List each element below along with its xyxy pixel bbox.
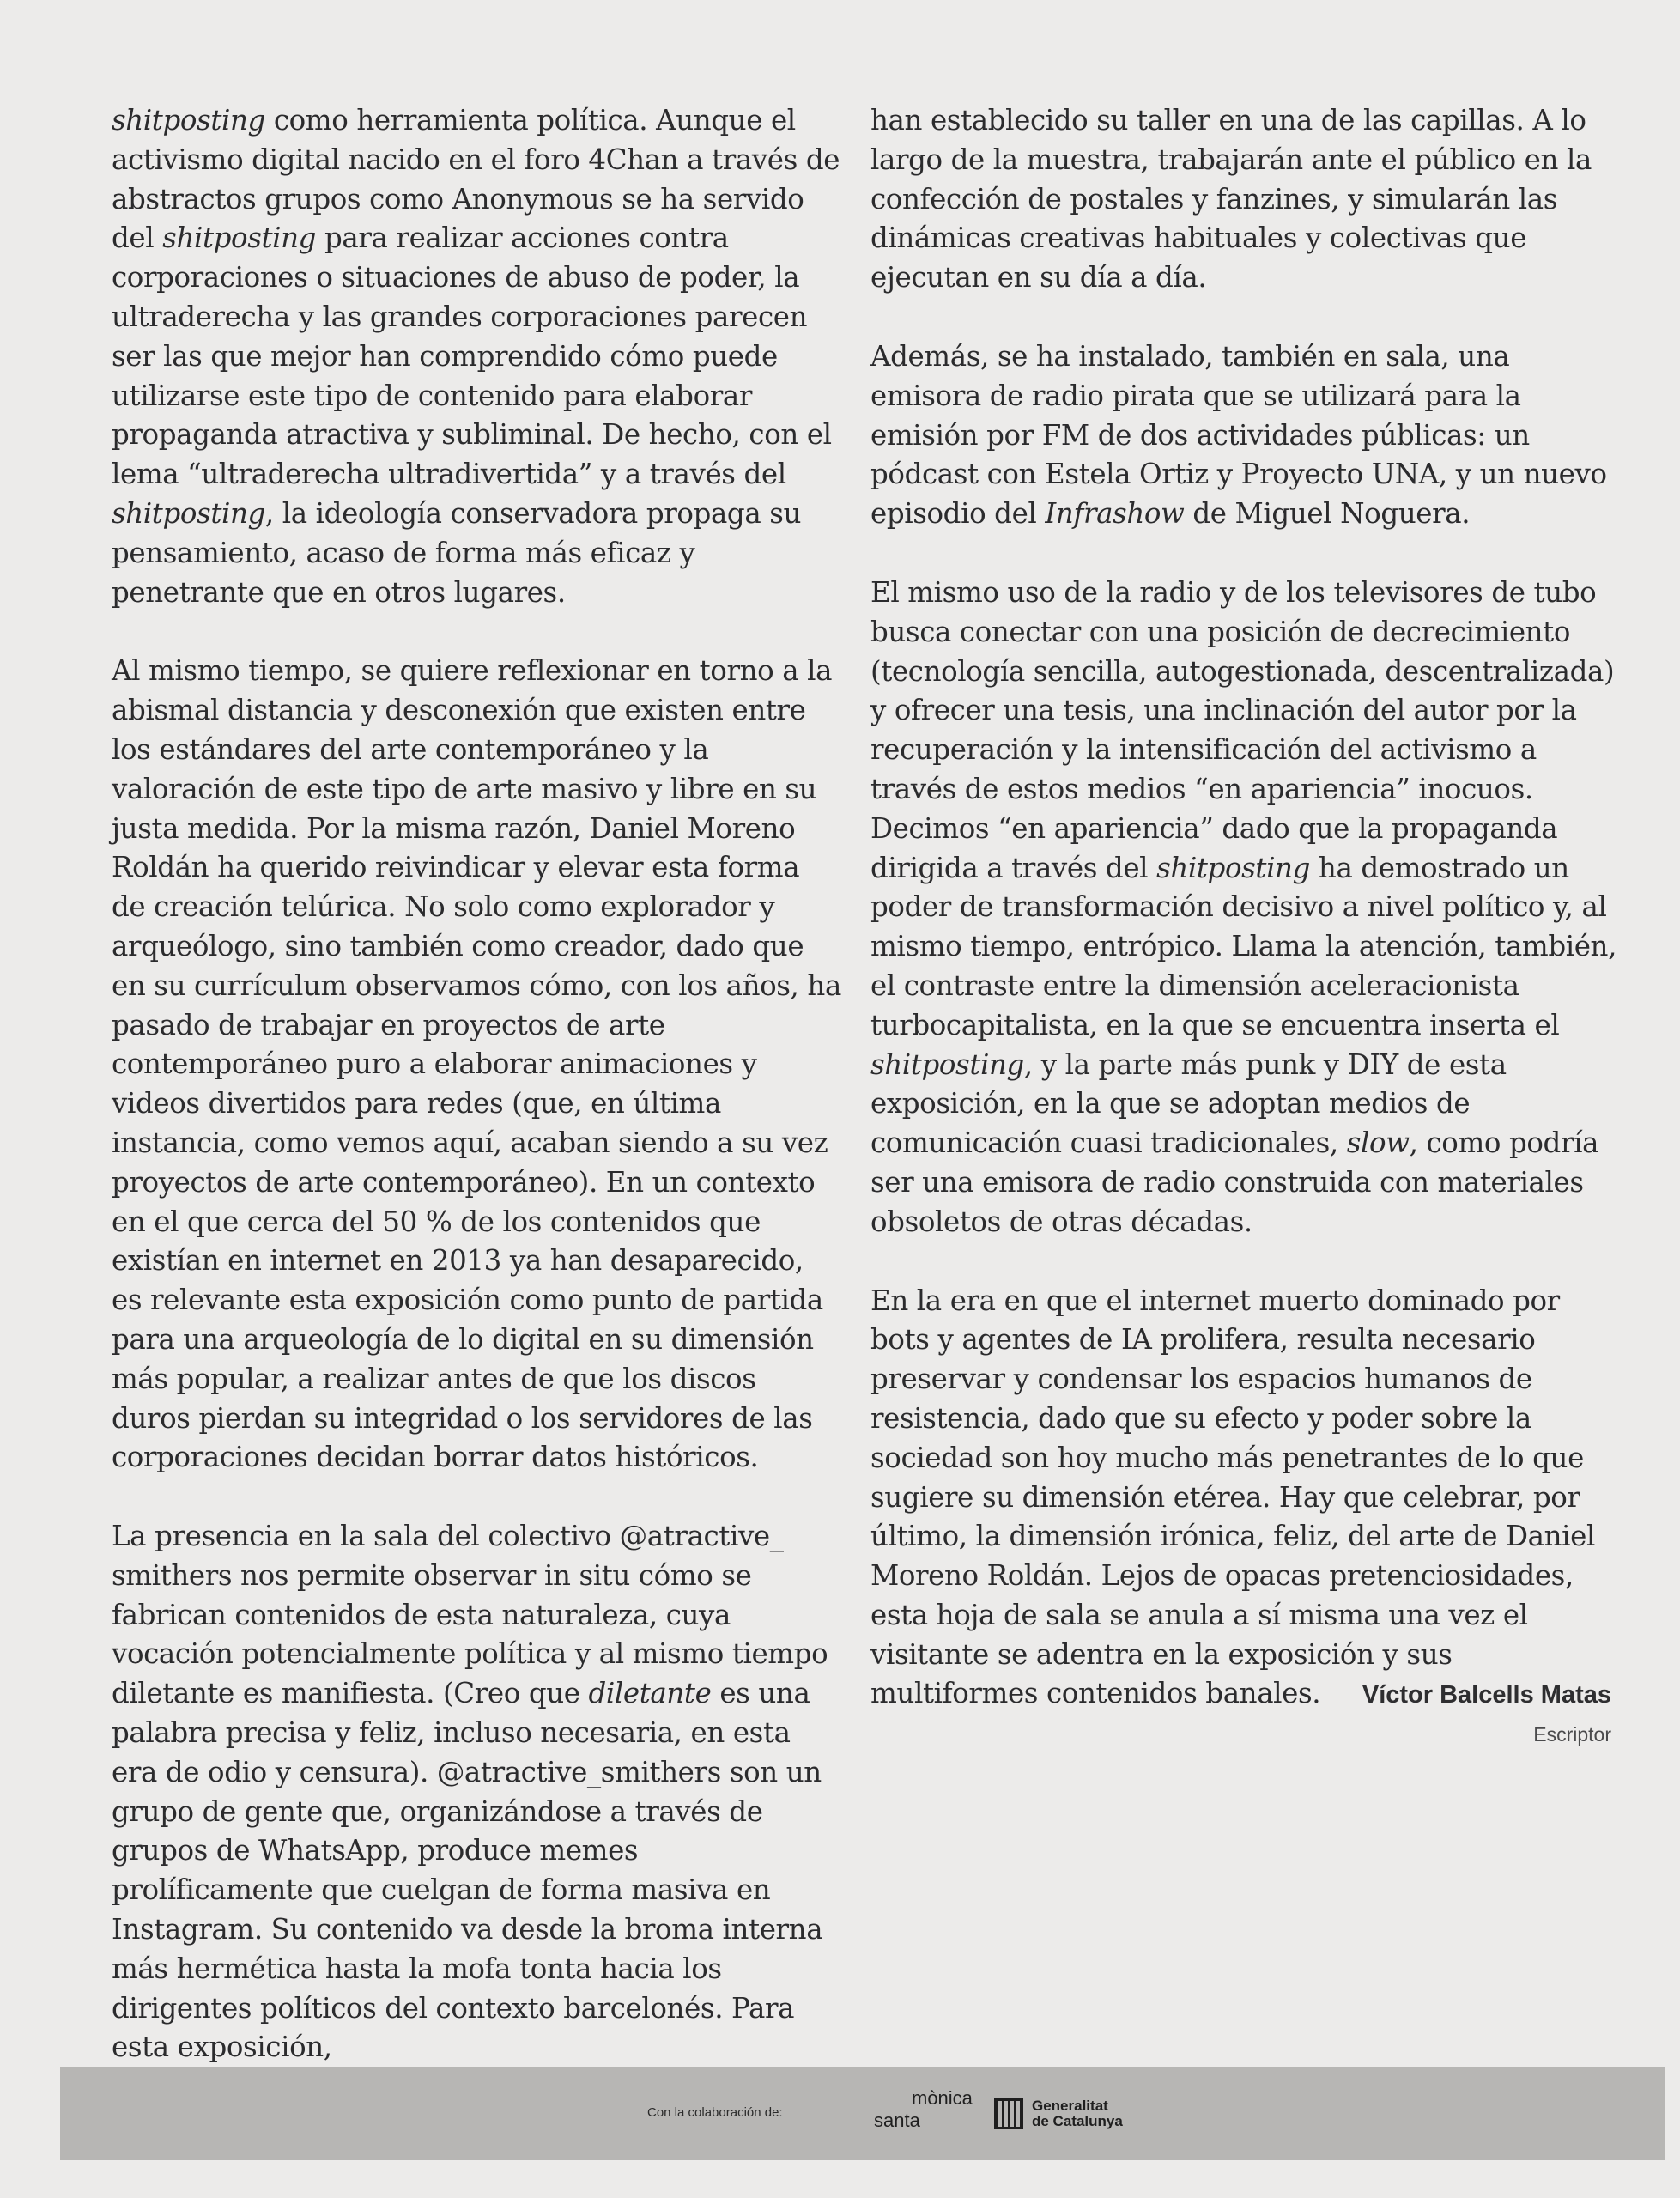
italic-term: shitposting: [112, 496, 265, 530]
author-name: Víctor Balcells Matas: [1362, 1681, 1611, 1709]
generalitat-line1: Generalitat: [1032, 2098, 1108, 2114]
text-run: Al mismo tiempo, se quiere reflexionar en torno a la abismal distancia y desconexión que existen entre los estándares del arte contemporáneo y la valoración de este tipo de arte masivo y libre en su justa medida. Por la misma razón, Daniel Moreno Roldán ha querido reivindicar y elevar esta forma de creación telúrica. No solo como explorador y arqueólogo, sino también como creador, dado que en su currículum observamos cómo, con los años, ha pasado de trabajar en proyectos de arte contemporáneo puro a elaborar animaciones y videos divertidos para redes (que, en última instancia, como vemos aquí, acaban siendo a su vez proyectos de arte contemporáneo). En un contexto en el que cerca del 50 % de los contenidos que existían en internet en 2013 ya han desaparecido, es relevante esta exposición como punto de partida para una arqueología de lo digital en su dimensión más popular, a realizar antes de que los discos duros pierdan su integridad o los servidores de las corporaciones decidan borrar datos históricos.: [112, 654, 841, 1474]
text-run: Además, se ha instalado, también en sala, una emisora de radio pirata que se utilizará para la emisión por FM de dos actividades públicas: un pódcast con Estela Ortiz y Proyecto UNA, y un nuevo episodio del: [870, 339, 1607, 531]
text-run: ha demostrado un poder de transformación decisivo a nivel político y, al mismo tiempo, entrópico. Llama la atención, también, el contraste entre la dimensión aceleracionista turbocapitalista, en la que se encuentra inserta el: [870, 851, 1617, 1041]
generalitat-emblem-icon: [994, 2098, 1023, 2129]
text-run: como herramienta política. Aunque el activismo digital nacido en el foro 4Chan a través de abstractos grupos como Anonymous se ha servido del: [112, 104, 840, 255]
italic-term: slow: [1346, 1126, 1410, 1160]
santa-monica-logo: santa mònica: [874, 2087, 973, 2131]
text-run: , como podría ser una emisora de radio construida con materiales obsoletos de otras décadas.: [870, 1126, 1599, 1238]
text-run: , la ideología conservadora propaga su pensamiento, acaso de forma más eficaz y penetrante que en otros lugares.: [112, 496, 802, 609]
text-run: El mismo uso de la radio y de los televisores de tubo busca conectar con una posición de decrecimiento (tecnología sencilla, autogestionada, descentralizada) y ofrecer una tesis, una inclinación del autor por la recuperación y la intensificación del activismo a través de estos medios “en apariencia” inocuos. Decimos “en apariencia” dado que la propaganda dirigida a través del: [870, 575, 1615, 884]
italic-term: Infrashow: [1045, 497, 1185, 531]
text-run: La presencia en la sala del colectivo @atractive_ smithers nos permite observar in situ cómo se fabrican contenidos de esta naturaleza, cuya vocación potencialmente política y al mismo tiempo diletante es manifiesta. (Creo que: [112, 1520, 828, 1710]
collaboration-label: Con la colaboración de:: [647, 2105, 783, 2120]
generalitat-logo: [994, 2097, 1123, 2131]
text-run: , y la parte más punk y DIY de esta exposición, en la que se adoptan medios de comunicación cuasi tradicionales,: [870, 1047, 1507, 1160]
paragraph: [870, 337, 1626, 534]
left-column: [112, 101, 841, 2107]
text-run: es una palabra precisa y feliz, incluso necesaria, en esta era de odio y censura). @atractive_smithers son un grupo de gente que, organizándose a través de grupos de WhatsApp, produce memes prolíficamente que cuelgan de forma masiva en Instagram. Su contenido va desde la broma interna más hermética hasta la mofa tonta hacia los dirigentes políticos del contexto barcelonés. Para esta exposición,: [112, 1677, 823, 2064]
right-column: [870, 101, 1626, 1753]
text-run: han establecido su taller en una de las capillas. A lo largo de la muestra, trabajarán ante el público en la confección de postales y fanzines, y simularán las dinámicas creativas habituales y colectivas que ejecutan en su día a día.: [870, 104, 1592, 294]
text-run: En la era en que el internet muerto dominado por bots y agentes de IA prolifera, resulta necesario preservar y condensar los espacios humanos de resistencia, dado que su efecto y poder sobre la sociedad son hoy mucho más penetrantes de lo que sugiere su dimensión etérea. Hay que celebrar, por último, la dimensión irónica, feliz, del arte de Daniel Moreno Roldán. Lejos de opacas pretenciosidades, esta hoja de sala se anula a sí misma una vez el visitante se adentra en la exposición y sus multiformes contenidos banales.: [870, 1284, 1595, 1710]
author-signature: [1362, 1681, 1611, 1746]
italic-term: shitposting: [112, 104, 265, 137]
italic-term: shitposting: [1156, 851, 1310, 884]
text-run: para realizar acciones contra corporaciones o situaciones de abuso de poder, la ultraderecha y las grandes corporaciones parecen ser las que mejor han comprendido cómo puede utilizarse este tipo de contenido para elaborar propaganda atractiva y subliminal. De hecho, con el lema “ultraderecha ultradivertida” y a través del: [112, 222, 832, 491]
paragraph: [870, 574, 1626, 1242]
italic-term: shitposting: [870, 1047, 1024, 1081]
paragraph: [870, 1282, 1626, 1715]
text-run: de Miguel Noguera.: [1184, 497, 1471, 531]
paragraph: [870, 101, 1626, 298]
italic-term: shitposting: [162, 222, 317, 255]
paragraph: [112, 1517, 841, 2067]
generalitat-line2: de Catalunya: [1032, 2113, 1123, 2129]
italic-term: diletante: [588, 1677, 712, 1710]
paragraph: [112, 652, 841, 1478]
footer-bar: [60, 2067, 1665, 2160]
paragraph: [112, 101, 841, 612]
author-role: Escriptor: [1533, 1723, 1611, 1746]
